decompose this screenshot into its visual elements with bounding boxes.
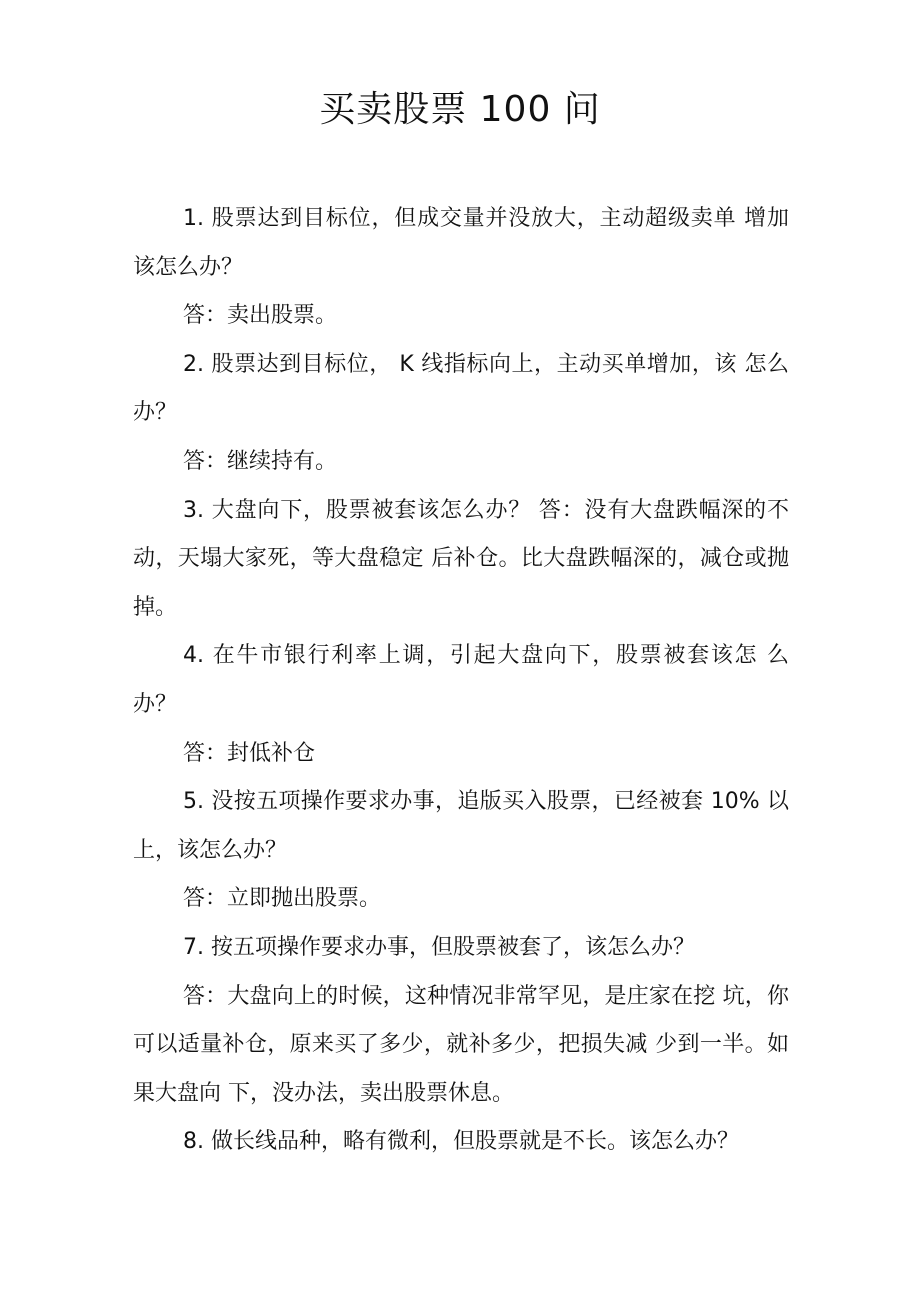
question-2: 2. 股票达到目标位， K 线指标向上，主动买单增加，该 怎么办？	[133, 351, 789, 426]
question-1: 1. 股票达到目标位，但成交量并没放大，主动超级卖单 增加该怎么办？	[133, 206, 789, 280]
answer-7: 答：大盘向上的时候，这种情况非常罕见，是庄家在挖 坑，你可以适量补仓，原来买了多少，就补多少，把损失减 少到一半。如果大盘向 下，没办法，卖出股票休息。	[133, 983, 789, 1106]
question-4: 4. 在牛市银行利率上调，引起大盘向下，股票被套该怎 么办？	[133, 643, 789, 717]
question-8: 8. 做长线品种，略有微利，但股票就是不长。该怎么办？	[183, 1129, 739, 1155]
document-body	[133, 195, 789, 1167]
answer-2: 答：继续持有。	[183, 448, 338, 474]
question-5: 5. 没按五项操作要求办事，追版买入股票，已经被套 10% 以上，该怎么办？	[133, 789, 789, 863]
question-7: 7. 按五项操作要求办事，但股票被套了，该怎么办？	[183, 934, 695, 960]
answer-4: 答：封低补仓	[183, 740, 316, 766]
answer-5: 答：立即抛出股票。	[183, 886, 382, 912]
answer-1: 答：卖出股票。	[183, 303, 338, 329]
question-answer-3: 3. 大盘向下，股票被套该怎么办？ 答：没有大盘跌幅深的不动，天塌大家死，等大盘稳定 后补仓。比大盘跌幅深的，减仓或抛掉。	[133, 497, 789, 620]
document-title: 买卖股票 100 问	[319, 89, 601, 130]
